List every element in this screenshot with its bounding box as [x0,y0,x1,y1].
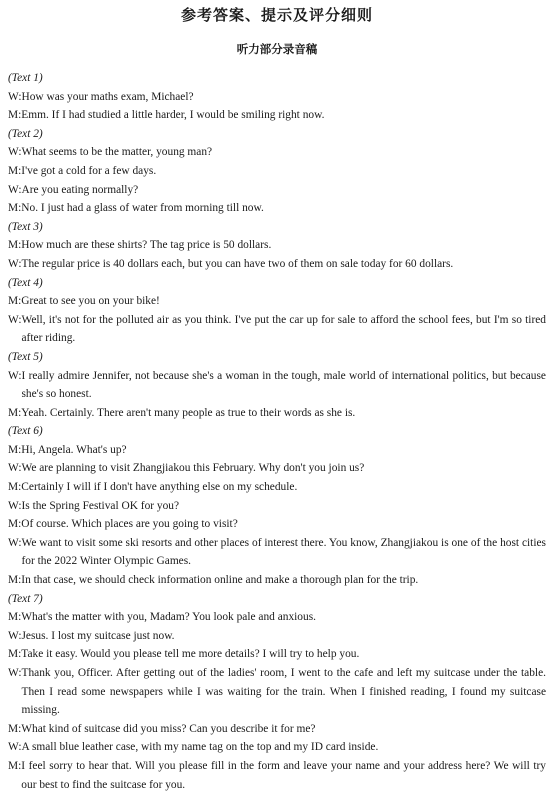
dialogue-text: Yeah. Certainly. There aren't many people as true to their words as she is. [21,406,356,419]
text-section-label: (Text 4) [8,276,43,289]
speaker-label: W: [8,183,22,196]
dialogue-line [8,571,546,590]
dialogue-text: How was your maths exam, Michael? [21,90,194,103]
text-section-label: (Text 7) [8,592,43,605]
dialogue-line [8,181,546,200]
dialogue-line [8,478,546,497]
dialogue-line [8,738,546,757]
dialogue-line [8,757,546,794]
dialogue-text: Emm. If I had studied a little harder, I would be smiling right now. [21,109,325,122]
dialogue-line [8,199,546,218]
speaker-label: M: [8,164,22,177]
dialogue-line [8,497,546,516]
speaker-label: M: [8,239,22,252]
dialogue-text: What's the matter with you, Madam? You look pale and anxious. [21,611,316,624]
dialogue-text: Jesus. I lost my suitcase just now. [21,629,175,642]
speaker-label: M: [8,481,22,494]
speaker-label: M: [8,611,22,624]
dialogue-text: In that case, we should check information online and make a thorough plan for the trip. [21,574,419,587]
speaker-label: M: [8,406,22,419]
speaker-label: W: [8,536,22,549]
speaker-label: M: [8,759,22,772]
speaker-label: M: [8,574,22,587]
text-section-label: (Text 1) [8,72,43,84]
transcript [8,69,546,794]
dialogue-text: A small blue leather case, with my name tag on the top and my ID card inside. [21,741,379,754]
dialogue-text: We want to visit some ski resorts and other places of interest there. You know, Zhangjiakou is one of the host cities for the 2022 Winter Olympic Games. [21,536,546,568]
speaker-label: M: [8,202,22,215]
speaker-label: W: [8,741,22,754]
dialogue-text: How much are these shirts? The tag price is 50 dollars. [21,239,272,252]
dialogue-line [8,236,546,255]
dialogue-line [8,292,546,311]
dialogue-line [8,515,546,534]
speaker-label: W: [8,629,22,642]
dialogue-line [8,162,546,181]
page-title: 参考答案、提示及评分细则 [180,6,373,24]
speaker-label: W: [8,369,22,382]
dialogue-line [8,720,546,739]
dialogue-line [8,608,546,627]
dialogue-text: Well, it's not for the polluted air as you think. I've put the car up for sale to afford the school fees, but I'm so tired after riding. [21,313,546,345]
dialogue-text: Great to see you on your bike! [21,295,160,308]
dialogue-line [8,255,546,274]
dialogue-line [8,645,546,664]
dialogue-line [8,404,546,423]
dialogue-text: No. I just had a glass of water from morning till now. [21,202,264,215]
speaker-label: M: [8,109,22,122]
dialogue-text: Is the Spring Festival OK for you? [21,499,180,512]
dialogue-text: What kind of suitcase did you miss? Can you describe it for me? [21,722,316,735]
dialogue-line [8,441,546,460]
dialogue-line [8,664,546,720]
dialogue-text: Hi, Angela. What's up? [21,443,127,456]
speaker-label: W: [8,667,22,679]
dialogue-text: Take it easy. Would you please tell me more details? I will try to help you. [21,648,360,661]
dialogue-text: Certainly I will if I don't have anything else on my schedule. [21,481,298,494]
text-section-label: (Text 6) [8,425,43,438]
dialogue-line [8,367,546,404]
speaker-label: W: [8,462,22,475]
speaker-label: M: [8,648,22,661]
dialogue-text: I feel sorry to hear that. Will you please fill in the form and leave your name and your address here? We will try our best to find the suitcase for you. [21,759,546,791]
dialogue-line [8,311,546,348]
dialogue-text: Are you eating normally? [21,183,139,196]
speaker-label: M: [8,722,22,735]
text-section-label: (Text 3) [8,220,43,233]
dialogue-line [8,627,546,646]
speaker-label: W: [8,257,22,270]
speaker-label: W: [8,313,22,326]
dialogue-line [8,106,546,125]
speaker-label: W: [8,146,22,159]
speaker-label: W: [8,499,22,512]
dialogue-line [8,143,546,162]
speaker-label: M: [8,443,22,456]
dialogue-line [8,534,546,571]
dialogue-text: Thank you, Officer. After getting out of the ladies' room, I went to the cafe and left my suitcase under the table. Then I read some newspapers while I was waiting for the train. When I finished reading, I found my suitcase missing. [21,667,546,717]
dialogue-text: Of course. Which places are you going to visit? [21,518,238,531]
dialogue-text: What seems to be the matter, young man? [21,146,213,159]
text-section-label: (Text 5) [8,350,43,363]
section-title: 听力部分录音稿 [236,42,318,56]
dialogue-line [8,459,546,478]
dialogue-text: I really admire Jennifer, not because she's a woman in the tough, male world of international politics, but because she's so honest. [21,369,546,401]
dialogue-text: The regular price is 40 dollars each, but you can have two of them on sale today for 60 dollars. [21,257,454,270]
speaker-label: M: [8,295,22,308]
speaker-label: W: [8,90,22,103]
dialogue-text: I've got a cold for a few days. [21,164,157,177]
speaker-label: M: [8,518,22,531]
dialogue-line [8,88,546,107]
dialogue-text: We are planning to visit Zhangjiakou this February. Why don't you join us? [21,462,365,475]
text-section-label: (Text 2) [8,127,43,140]
